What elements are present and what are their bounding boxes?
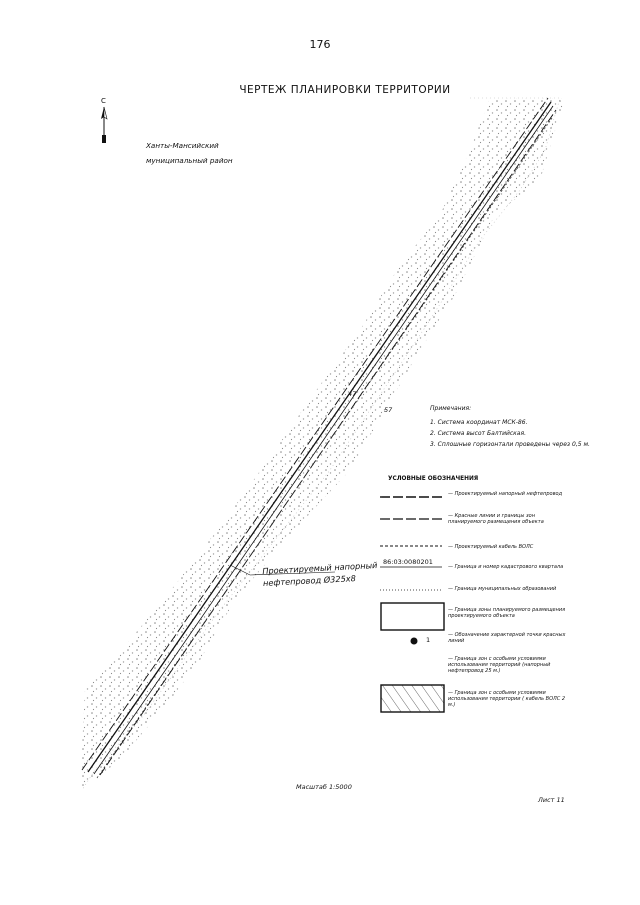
notes-item: 1. Система координат МСК-86. [430, 419, 528, 426]
legend-item: — Обозначение характерной точки красных линий [448, 632, 566, 645]
legend-symbol-special-zone [381, 685, 444, 712]
legend-item: — Граница муниципальных образований [448, 586, 557, 592]
map-title: ЧЕРТЕЖ ПЛАНИРОВКИ ТЕРРИТОРИИ [239, 84, 451, 96]
legend-item: — Проектируемый напорный нефтепровод [448, 491, 563, 497]
legend-item: — Граница зон с особыми условиями использования территории ( кабель ВОЛС 2 м.) [448, 690, 566, 709]
north-letter: С [101, 97, 106, 105]
notes-heading: Примечания: [430, 405, 472, 412]
notes-item: 3. Сплошные горизонтали проведены через 0,5 м. [430, 441, 590, 448]
legend-item: — Граница зоны планируемого размещения проектируемого объекта [448, 607, 566, 620]
legend-symbol-zone [381, 603, 444, 630]
legend-symbol-point [411, 638, 418, 645]
pipeline-label-line-1: Проектируемый напорный [262, 559, 378, 576]
height-mark: 57 [384, 406, 393, 414]
map-scale: Масштаб 1:5000 [296, 783, 352, 791]
region-label-line-2: муниципальный район [146, 156, 233, 165]
sheet-number: Лист 11 [538, 796, 565, 804]
page-number: 176 [309, 38, 331, 51]
cadastral-number: 86:03:0080201 [383, 558, 433, 566]
legend-item: — Граница и номер кадастрового квартала [448, 564, 564, 570]
legend-heading: УСЛОВНЫЕ ОБОЗНАЧЕНИЯ [388, 476, 479, 482]
legend-item: — Красные линии и границы зон планируемого размещения объекта [448, 513, 544, 526]
pipeline-label-line-2: нефтепровод Ø325х8 [262, 573, 357, 588]
point-number: 1 [426, 636, 431, 644]
region-label-line-1: Ханты-Мансийский [146, 141, 219, 150]
notes-item: 2. Система высот Балтийская. [430, 430, 526, 437]
height-mark: 47 [348, 390, 357, 398]
notes-block [430, 403, 590, 450]
legend-item: — Граница зон с особыми условиями использования территорий (напорный нефтепровод 25 м.) [448, 656, 551, 675]
legend-item: — Проектируемый кабель ВОЛС [448, 544, 534, 550]
